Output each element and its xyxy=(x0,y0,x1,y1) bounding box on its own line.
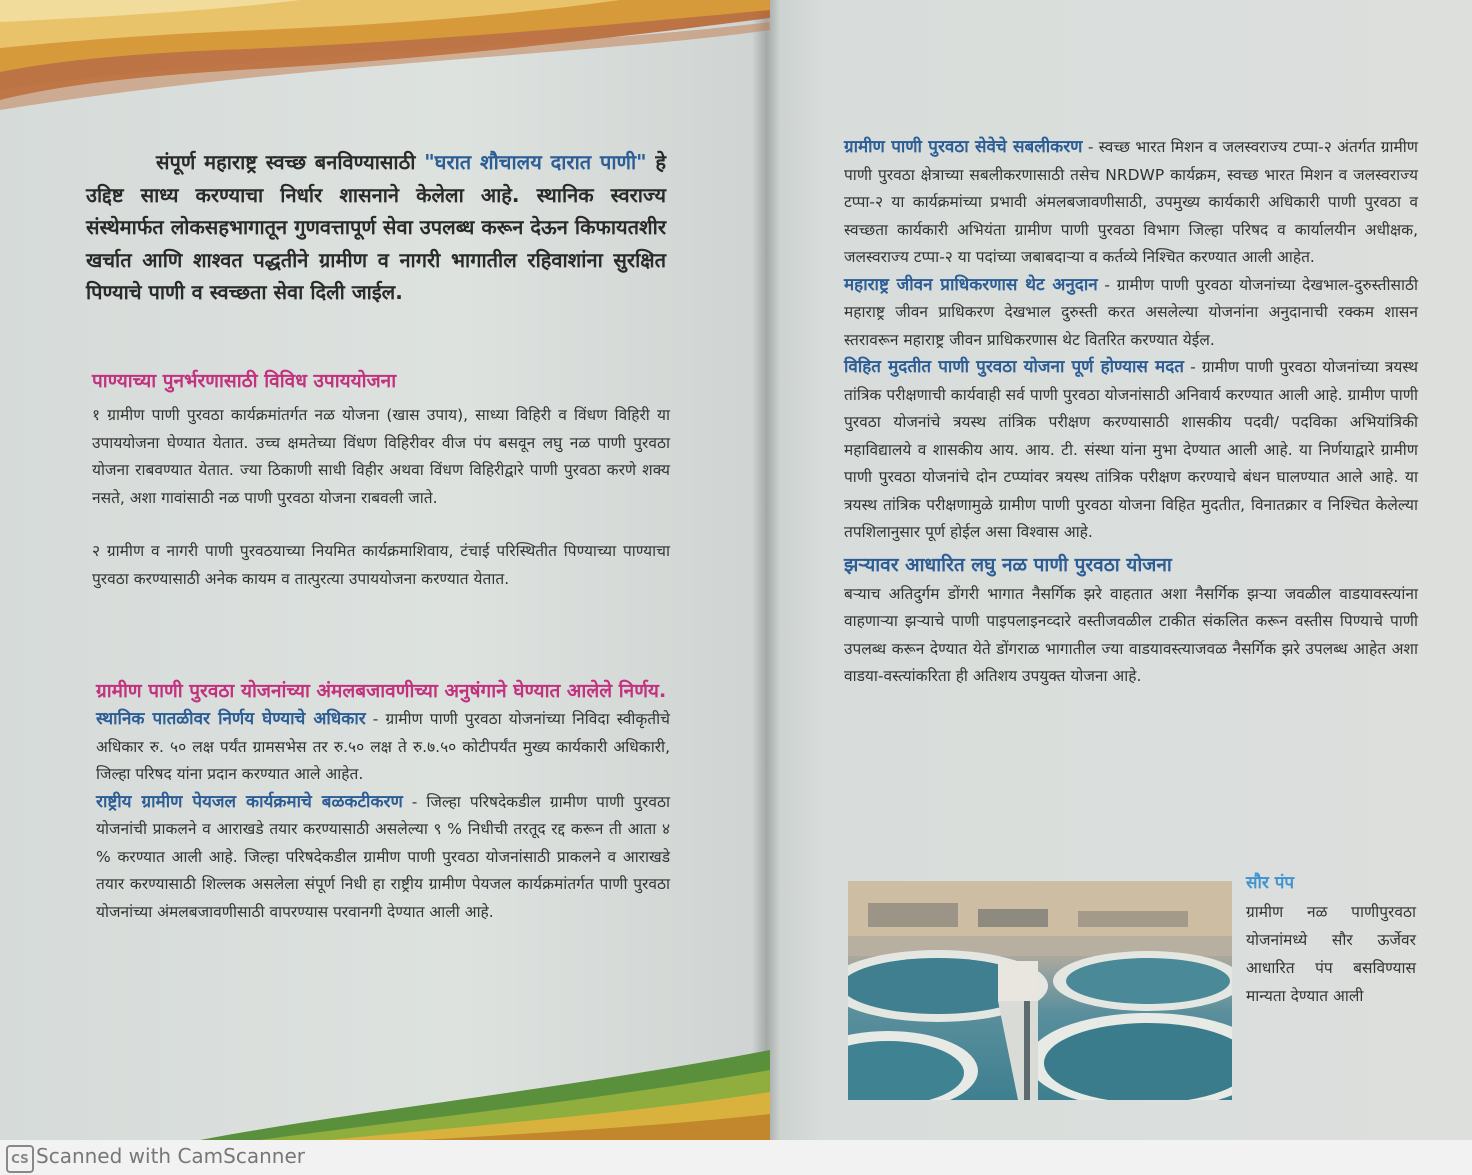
intro-text-end: हे उद्दिष्ट साध्य करण्याचा निर्धार शासनाने केलेला आहे. स्थानिक स्वराज्य संस्थेमार्फत लोकसहभागातून गुणवत्तापूर्ण सेवा उपलब्ध करून देऊन किफायतशीर खर्चात आणि शाश्वत पद्धतीने ग्रामीण व नागरी भागातील रहिवाशांना सुरक्षित पिण्याचे पाणी व स्वच्छता सेवा दिली जाईल. xyxy=(86,150,666,304)
timely-completion-text: - ग्रामीण पाणी पुरवठा योजनांच्या त्रयस्थ तांत्रिक परीक्षणाची कार्यवाही सर्व पाणी पुरवठा योजनांसाठी अनिवार्य करण्यात आली आहे. ग्रामीण पाणी पुरवठा योजनांचे त्रयस्थ तांत्रिक परीक्षण करण्यासाठी शासकीय पदवी/ पदविका अभियांत्रिकी महाविद्यालये व शासकीय आय. आय. टी. संस्था यांना मुभा देण्यात आली आहे. या निर्णयाद्वारे ग्रामीण पाणी पुरवठा योजनांचे दोन टप्प्यांवर त्रयस्थ तांत्रिक परीक्षण करण्याचे बंधन घालण्यात आले आहे. या त्रयस्थ तांत्रिक परीक्षणामुळे ग्रामीण पाणी पुरवठा योजना विहित मुदतीत, विनातक्रार व निश्चित केलेल्या तपशिलानुसार पूर्ण होईल असा विश्वास आहे. xyxy=(844,358,1418,541)
spring-scheme-text: बऱ्याच अतिदुर्गम डोंगरी भागात नैसर्गिक झरे वाहतात अशा नैसर्गिक झऱ्या जवळील वाडयावस्त्यांना वाहणाऱ्या झऱ्याचे पाणी पाइपलाइनव्दारे वस्तीजवळील टाकीत संकलित करून वस्तीस पिण्याचे पाणी उपलब्ध करून देण्यात येते डोंगराळ भागातील ज्या वाडयावस्त्याजवळ नैसर्गिक झरे उपलब्ध आहेत अशा वाडया-वस्त्यांकरिता ही अतिशय उपयुक्त योजना आहे. xyxy=(844,584,1418,685)
intro-paragraph xyxy=(86,146,666,309)
decision-local-authority-title: स्थानिक पातळीवर निर्णय घेण्याचे अधिकार xyxy=(96,709,366,729)
mjp-direct-grant-title: महाराष्ट्र जीवन प्राधिकरणास थेट अनुदान xyxy=(844,274,1098,295)
camscanner-watermark-text: Scanned with CamScanner xyxy=(36,1144,305,1168)
timely-completion-title: विहित मुदतीत पाणी पुरवठा योजना पूर्ण होण्यास मदत xyxy=(844,357,1184,377)
bottom-swoosh-decoration xyxy=(0,1030,770,1140)
recharge-point-2: २ ग्रामीण व नागरी पाणी पुरवठयाच्या नियमित कार्यक्रमाशिवाय, टंचाई परिस्थितीत पिण्याच्या पाण्याचा पुरवठा करण्यासाठी अनेक कायम व तात्पुरत्या उपाययोजना करण्यात येतात. xyxy=(92,542,670,588)
decision-nrdwp-strengthening xyxy=(96,789,670,927)
water-treatment-plant-photo xyxy=(848,881,1232,1100)
camscanner-logo-icon: CS xyxy=(6,1145,34,1173)
decisions-heading: ग्रामीण पाणी पुरवठा योजनांच्या अंमलबजावणीच्या अनुषंगाने घेण्यात आलेले निर्णय. xyxy=(96,680,667,702)
service-strengthening xyxy=(844,134,1418,272)
solar-pump-box xyxy=(1246,868,1416,1010)
spring-scheme-heading: झऱ्यावर आधारित लघु नळ पाणी पुरवठा योजना xyxy=(844,553,1172,576)
recharge-point-1: १ ग्रामीण पाणी पुरवठा कार्यक्रमांतर्गत नळ योजना (खास उपाय), साध्या विहिरी व विंधण विहिरी या उपाययोजना घेण्यात येतात. उच्च क्षमतेच्या विंधण विहिरीवर वीज पंप बसवून लघु नळ पाणी पुरवठा योजना राबवण्यात येतात. ज्या ठिकाणी साधी विहीर अथवा विंधण विहिरीद्वारे पाणी पुरवठा करणे शक्य नसते, अशा गावांसाठी नळ पाणी पुरवठा योजना राबवली जाते. xyxy=(92,406,670,507)
mjp-direct-grant xyxy=(844,272,1418,355)
page-fold xyxy=(752,0,780,1140)
intro-text-start: संपूर्ण महाराष्ट्र स्वच्छ बनविण्यासाठी xyxy=(156,150,425,174)
decision-local-authority xyxy=(96,706,670,789)
decision-local-authority-text: - ग्रामीण पाणी पुरवठा योजनांच्या निविदा स्वीकृतीचे अधिकार रु. ५० लक्ष पर्यंत ग्रामसभेस तर रु.५० लक्ष ते रु.७.५० कोटीपर्यंत मुख्य कार्यकारी अधिकारी, जिल्हा परिषद यांना प्रदान करण्यात आले आहेत. xyxy=(96,710,670,783)
service-strengthening-text: - स्वच्छ भारत मिशन व जलस्वराज्य टप्पा-२ अंतर्गत ग्रामीण पाणी पुरवठा क्षेत्राच्या सबलीकरणासाठी तसेच NRDWP कार्यक्रम, स्वच्छ भारत मिशन व जलस्वराज्य टप्पा-२ या कार्यक्रमांच्या प्रभावी अंमलबजावणीसाठी, उपमुख्य कार्यकारी अधिकारी पाणी पुरवठा व स्वच्छता कार्यकारी अभियंता ग्रामीण पाणी पुरवठा विभाग जिल्हा परिषद व कार्यालयीन अधीक्षक, जलस्वराज्य टप्पा-२ या पदांच्या जबाबदाऱ्या व कर्तव्ये निश्चित करण्यात आली आहेत. xyxy=(844,138,1418,266)
decisions-section xyxy=(96,676,670,926)
service-strengthening-title: ग्रामीण पाणी पुरवठा सेवेचे सबलीकरण xyxy=(844,137,1083,157)
recharge-section xyxy=(92,366,670,593)
solar-pump-text: ग्रामीण नळ पाणीपुरवठा योजनांमध्ये सौर ऊर्जेवर आधारित पंप बसविण्यास मान्यता देण्यात आली xyxy=(1246,903,1416,1005)
intro-slogan: "घरात शौचालय दारात पाणी" xyxy=(424,150,647,174)
mjp-direct-grant-text: - ग्रामीण पाणी पुरवठा योजनांच्या देखभाल-दुरुस्तीसाठी महाराष्ट्र जीवन प्राधिकरण देखभाल दुरुस्ती करत असलेल्या योजनांना अनुदानाची रक्कम शासन स्तरावरून महाराष्ट्र जीवन प्राधिकरणास थेट वितरित करण्यात येईल. xyxy=(844,275,1418,349)
timely-completion xyxy=(844,354,1418,547)
top-swoosh-decoration xyxy=(0,0,770,110)
right-decisions xyxy=(844,134,1418,691)
decision-nrdwp-text: - जिल्हा परिषदेकडील ग्रामीण पाणी पुरवठा योजनांची प्राकलने व आराखडे तयार करण्यासाठी असलेल्या ९ % निधीची तरतूद रद्द करून ती आता ४ % करण्यात आली आहे. जिल्हा परिषदेकडील ग्रामीण पाणी पुरवठा योजनांसाठी प्राकलने व आराखडे तयार करण्यासाठी शिल्लक असलेला संपूर्ण निधी हा राष्ट्रीय ग्रामीण पेयजल कार्यक्रमांतर्गत पाणी पुरवठा योजनांच्या अंमलबजावणीसाठी वापरण्यास परवानगी देण्यात आली आहे. xyxy=(96,792,671,921)
solar-pump-heading: सौर पंप xyxy=(1246,873,1295,893)
decision-nrdwp-title: राष्ट्रीय ग्रामीण पेयजल कार्यक्रमाचे बळकटीकरण xyxy=(96,791,403,812)
recharge-heading: पाण्याच्या पुनर्भरणासाठी विविध उपाययोजना xyxy=(92,370,397,392)
